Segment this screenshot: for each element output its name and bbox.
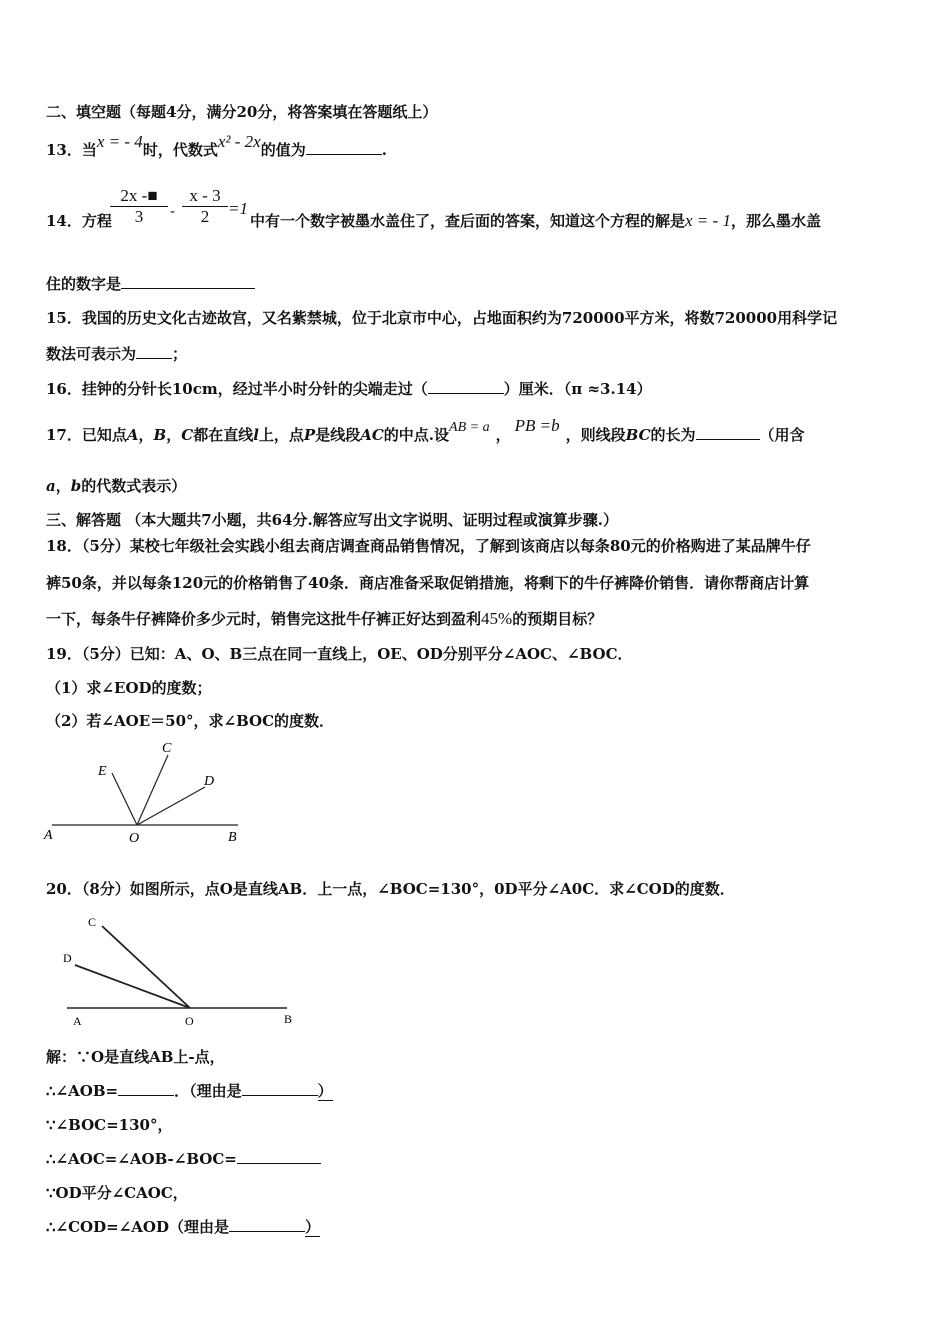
q17-var-a: a [46, 477, 56, 495]
q20-aob-blank[interactable] [118, 1081, 174, 1096]
q20-sol2-pre: ∴∠AOB= [46, 1082, 119, 1100]
q20-sol2-mid: ．（理由是 [174, 1082, 242, 1100]
section2-title: 二、填空题（每题4分，满分20分，将答案填在答题纸上） [46, 103, 438, 121]
q20-label-b: B [284, 1012, 293, 1026]
q17-t2: 上，点 [258, 426, 304, 444]
q19-label-d: D [204, 774, 215, 789]
q17-answer-blank[interactable] [696, 425, 760, 440]
q19-label-c: C [162, 741, 172, 756]
q17-segment-ac: AC [360, 426, 384, 444]
q17-point-b: B [153, 426, 167, 444]
q20-sol4-text: ∴∠AOC=∠AOB-∠BOC= [46, 1150, 237, 1168]
q20-solution-6 [46, 1217, 320, 1237]
q15-answer-blank[interactable] [136, 344, 172, 359]
q19-ray-oc [137, 755, 168, 825]
section3-title: 三、解答题 （本大题共7小题，共64分.解答应写出文字说明、证明过程或演算步骤.） [46, 511, 618, 529]
q13-end: 的值为 [260, 141, 306, 159]
q17-t7: （用含 [759, 426, 805, 444]
q18-percent: 45% [481, 609, 513, 628]
q20-sol2-end: ） [317, 1082, 333, 1100]
question-19-part1: （1）求∠EOD的度数； [46, 679, 212, 697]
q17-t4: 的中点.设 [383, 426, 450, 444]
q19-label-a: A [44, 828, 53, 843]
question-17-line2: a，b的代数式表示） [46, 477, 187, 495]
q17-point-p: P [303, 426, 316, 444]
q20-ray-od [75, 965, 190, 1008]
q14-text [250, 211, 821, 231]
question-14-num: 14．方程 [46, 212, 112, 230]
q17-segment-bc: BC [625, 426, 651, 444]
q18-line3-text: 一下，每条牛仔裤降价多少元时，销售完这批牛仔裤正好达到盈利 [46, 610, 482, 628]
q19-label-o: O [129, 831, 140, 846]
q13-expr1: x = - 4 [96, 132, 143, 151]
q20-solution-4 [46, 1149, 321, 1169]
q20-solution-2 [46, 1081, 333, 1101]
question-19-part2: （2）若∠AOE＝50°，求∠BOC的度数． [46, 712, 335, 730]
q13-expr2: x² - 2x [217, 132, 261, 151]
q19-label-b: B [228, 830, 237, 845]
q20-figure [55, 908, 300, 1033]
q17-var-b: b [70, 477, 82, 495]
question-16 [46, 379, 652, 399]
q14-body: 中有一个数字被墨水盖住了，查后面的答案，知道这个方程的解是 [250, 212, 686, 230]
q14-answer-blank[interactable] [121, 274, 255, 289]
q17-pre: 17．已知点 [46, 426, 127, 444]
q20-aoc-blank[interactable] [237, 1149, 321, 1164]
question-18-line3 [46, 609, 602, 629]
q17-line-l: l [253, 426, 259, 444]
question-13 [46, 132, 387, 160]
q14-minus: - [170, 202, 176, 220]
q20-ray-oc [102, 926, 190, 1008]
q13-answer-blank[interactable] [306, 140, 382, 155]
q20-label-c: C [88, 915, 97, 929]
q20-solution-1: 解：∵O是直线AB上-点， [46, 1048, 225, 1066]
q16-mid: ）厘米．（π ≈3.14） [503, 380, 652, 398]
q20-solution-5: ∵OD平分∠CAOC， [46, 1184, 188, 1202]
q17-point-c: C [181, 426, 194, 444]
question-18-line1: 18．（5分）某校七年级社会实践小组去商店调查商品销售情况，了解到该商店以每条80元的价格购进了某品牌牛仔 [46, 537, 811, 555]
q19-ray-od [137, 787, 205, 825]
q17-t5: ，则线段 [565, 426, 626, 444]
q16-answer-blank[interactable] [428, 379, 504, 394]
q20-reason1-blank[interactable] [242, 1081, 318, 1096]
q14-frac2-numerator: x - 3 [189, 186, 221, 205]
q16-text: 16．挂钟的分针长10cm，经过半小时分针的尖端走过（ [46, 380, 428, 398]
q20-label-d: D [63, 951, 72, 965]
q14-line2-text: 住的数字是 [46, 275, 122, 293]
q17-t6: 的长为 [650, 426, 696, 444]
q14-frac2-denominator: 2 [182, 206, 228, 227]
q13-mid: 时，代数式 [142, 141, 218, 159]
q17-comma: ， [495, 426, 511, 444]
q20-label-o: O [185, 1014, 194, 1028]
q17-t1: 都在直线 [193, 426, 254, 444]
q14-fraction-2 [182, 186, 228, 227]
q13-period: . [381, 141, 387, 159]
q19-ray-oe [112, 773, 137, 825]
q20-reason2-blank[interactable] [229, 1217, 305, 1232]
question-15-line2 [46, 344, 187, 364]
question-18-line2: 裤50条，并以每条120元的价格销售了40条．商店准备采取促销措施，将剩下的牛仔裤降价销售．请你帮商店计算 [46, 574, 810, 592]
q19-label-e: E [98, 764, 107, 779]
question-15-line1: 15．我国的历史文化古迹故宫，又名紫禁城，位于北京市中心，占地面积约为720000平方米，将数720000用科学记 [46, 309, 838, 327]
question-20-line1: 20．（8分）如图所示，点O是直线AB．上一点，∠BOC=130°，0D平分∠A0C．求∠COD的度数． [46, 880, 735, 898]
q17-line2-text: 的代数式表示） [81, 477, 187, 495]
q14-fraction-1 [110, 186, 168, 227]
q15-end: ； [172, 345, 188, 363]
q14-frac1-denominator: 3 [110, 206, 168, 227]
q15-line2-text: 数法可表示为 [46, 345, 137, 363]
q20-sol6-pre: ∴∠COD=∠AOD（理由是 [46, 1218, 229, 1236]
q14-equals: =1 [228, 199, 248, 218]
q14-solution: x = - 1 [685, 211, 731, 230]
q14-text2: ，那么墨水盖 [730, 212, 821, 230]
q20-label-a: A [73, 1014, 82, 1028]
q20-sol6-end: ） [304, 1218, 320, 1236]
q18-line3-end: 的预期目标？ [512, 610, 603, 628]
q14-line2 [46, 274, 255, 294]
q17-expr1: AB = a [449, 420, 490, 435]
q17-expr2: PB =b [514, 416, 560, 435]
q14-frac1-numerator: 2x -■ [120, 186, 158, 205]
q17-t3: 是线段 [315, 426, 361, 444]
q13-number: 13．当 [46, 141, 97, 159]
q20-solution-3: ∵∠BOC=130°， [46, 1116, 173, 1134]
q19-figure [40, 735, 250, 850]
question-17: 17．已知点A，B，C都在直线l上，点P是线段AC的中点.设AB = a ， PB =b ，则线段BC的长为 （用含 [46, 416, 805, 444]
q17-point-a: A [126, 426, 139, 444]
question-19-line1: 19．（5分）已知：A、O、B三点在同一直线上，OE、OD分别平分∠AOC、∠BOC． [46, 645, 633, 663]
